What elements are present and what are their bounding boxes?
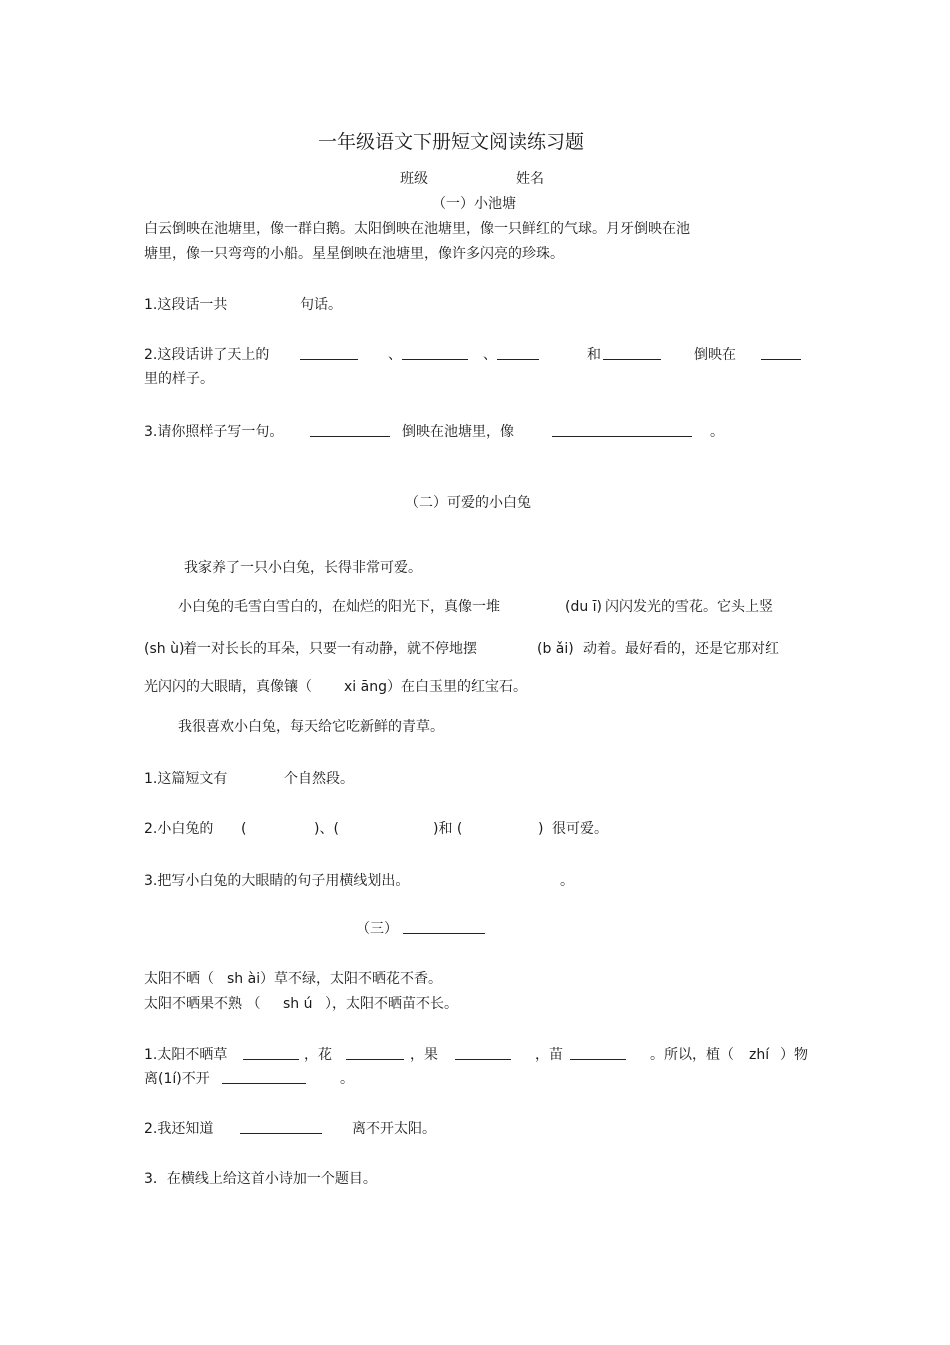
s3-pinyin-shu: sh ú — [283, 996, 313, 1012]
s3-q1-flower: ，花 — [304, 1047, 332, 1063]
s1-q2-blank1[interactable] — [300, 346, 358, 360]
s3-poem-line1: 太阳不晒（ — [144, 971, 214, 987]
s1-q2-blank3[interactable] — [497, 346, 539, 360]
class-label: 班级 — [400, 171, 428, 187]
s3-pinyin-shai: sh ài — [227, 971, 261, 987]
s1-q2-blank5[interactable] — [761, 346, 801, 360]
s2-q3-end: 。 — [560, 873, 574, 889]
section3-heading: （三） — [356, 921, 398, 937]
s3-q1-line2-end: 。 — [340, 1071, 354, 1087]
s2-pinyin-dui: (du ī) — [565, 599, 603, 615]
s3-q1-blank-flower[interactable] — [346, 1046, 404, 1060]
section1-passage-line1: 白云倒映在池塘里，像一群白鹅。太阳倒映在池塘里，像一只鲜红的气球。月牙倒映在池 — [144, 221, 690, 237]
s1-q3-blank2[interactable] — [552, 423, 692, 437]
s2-paragraph2-line2: 着一对长长的耳朵，只要一有动静，就不停地摆 — [183, 641, 477, 657]
s2-paragraph2-line2-end: 动着。最好看的，还是它那对红 — [583, 641, 779, 657]
s3-q1-seedling: ，苗 — [535, 1047, 563, 1063]
s3-q2-text-end: 离不开太阳。 — [352, 1121, 436, 1137]
s1-q2-text: 2.这段话讲了天上的 — [144, 347, 270, 363]
s1-q2-sep1: 、 — [388, 347, 402, 363]
s2-q2-text-end: 很可爱。 — [552, 821, 608, 837]
page-title: 一年级语文下册短文阅读练习题 — [318, 131, 585, 153]
s3-q2-text: 2.我还知道 — [144, 1121, 214, 1137]
s2-q2-text: 2.小白兔的 — [144, 821, 214, 837]
s3-q1-text: 1.太阳不晒草 — [144, 1047, 228, 1063]
s1-q2-sep2: 、 — [483, 347, 497, 363]
name-label: 姓名 — [516, 171, 544, 187]
s3-q3-text: 3．在横线上给这首小诗加一个题目。 — [144, 1171, 377, 1187]
s3-poem-line1-end: ）草不绿，太阳不晒花不香。 — [260, 971, 442, 987]
s2-q3-text: 3.把写小白兔的大眼睛的句子用横线划出。 — [144, 873, 410, 889]
s2-paragraph3: 我很喜欢小白兔，每天给它吃新鲜的青草。 — [178, 719, 444, 735]
s1-q2-blank4[interactable] — [603, 346, 661, 360]
s1-q2-and: 和 — [587, 347, 601, 363]
s2-paragraph2-line3-end: ）在白玉里的红宝石。 — [387, 679, 527, 695]
s3-q1-blank-plant[interactable] — [222, 1070, 306, 1084]
s2-paragraph1: 我家养了一只小白兔，长得非常可爱。 — [184, 560, 422, 576]
s1-q3-end: 。 — [710, 424, 724, 440]
s3-q1-blank-grass[interactable] — [243, 1046, 299, 1060]
s3-q1-text-mid: 。所以，植（ — [650, 1047, 734, 1063]
s3-q1-text-end: ）物 — [780, 1047, 808, 1063]
section1-heading: （一）小池塘 — [432, 196, 516, 212]
s3-poem-line2-end: ），太阳不晒苗不长。 — [325, 996, 458, 1012]
s2-q2-paren2: )、( — [314, 821, 339, 837]
s1-q2-text-end: 里的样子。 — [144, 371, 214, 387]
s1-q3-text-mid: 倒映在池塘里，像 — [402, 424, 514, 440]
s3-poem-line2: 太阳不晒果不熟 （ — [144, 996, 261, 1012]
s3-pinyin-zhi: zhí — [749, 1047, 770, 1063]
s2-q1-text-end: 个自然段。 — [284, 771, 354, 787]
s2-q2-paren4: ) — [538, 821, 544, 837]
section2-heading: （二）可爱的小白兔 — [405, 495, 531, 511]
s3-q1-line2: 离(1í)不开 — [144, 1071, 210, 1087]
s2-paragraph2-line1-end: 闪闪发光的雪花。它头上竖 — [605, 599, 773, 615]
s1-q2-blank2[interactable] — [402, 346, 468, 360]
s2-pinyin-shu: (sh ù) — [144, 641, 185, 657]
s1-q3-blank1[interactable] — [310, 423, 390, 437]
s1-q2-reflect: 倒映在 — [694, 347, 736, 363]
s2-pinyin-bai: (b ǎi) — [537, 641, 574, 657]
s2-paragraph2-line3: 光闪闪的大眼睛，真像镶（ — [144, 679, 312, 695]
section1-passage-line2: 塘里，像一只弯弯的小船。星星倒映在池塘里，像许多闪亮的珍珠。 — [144, 246, 564, 262]
s2-q2-paren3: )和 ( — [433, 821, 463, 837]
s1-q1-text-end: 句话。 — [300, 297, 342, 313]
s3-q1-fruit: ，果 — [410, 1047, 438, 1063]
s3-title-blank[interactable] — [403, 920, 485, 934]
s3-q1-blank-seedling[interactable] — [570, 1046, 626, 1060]
s2-paragraph2-line1: 小白兔的毛雪白雪白的，在灿烂的阳光下，真像一堆 — [178, 599, 500, 615]
s3-q2-blank[interactable] — [240, 1120, 322, 1134]
s2-pinyin-xiang: xi āng — [344, 679, 387, 695]
s3-q1-blank-fruit[interactable] — [455, 1046, 511, 1060]
s2-q2-paren1: ( — [241, 821, 247, 837]
s2-q1-text: 1.这篇短文有 — [144, 771, 228, 787]
s1-q1-text: 1.这段话一共 — [144, 297, 228, 313]
s1-q3-text: 3.请你照样子写一句。 — [144, 424, 284, 440]
